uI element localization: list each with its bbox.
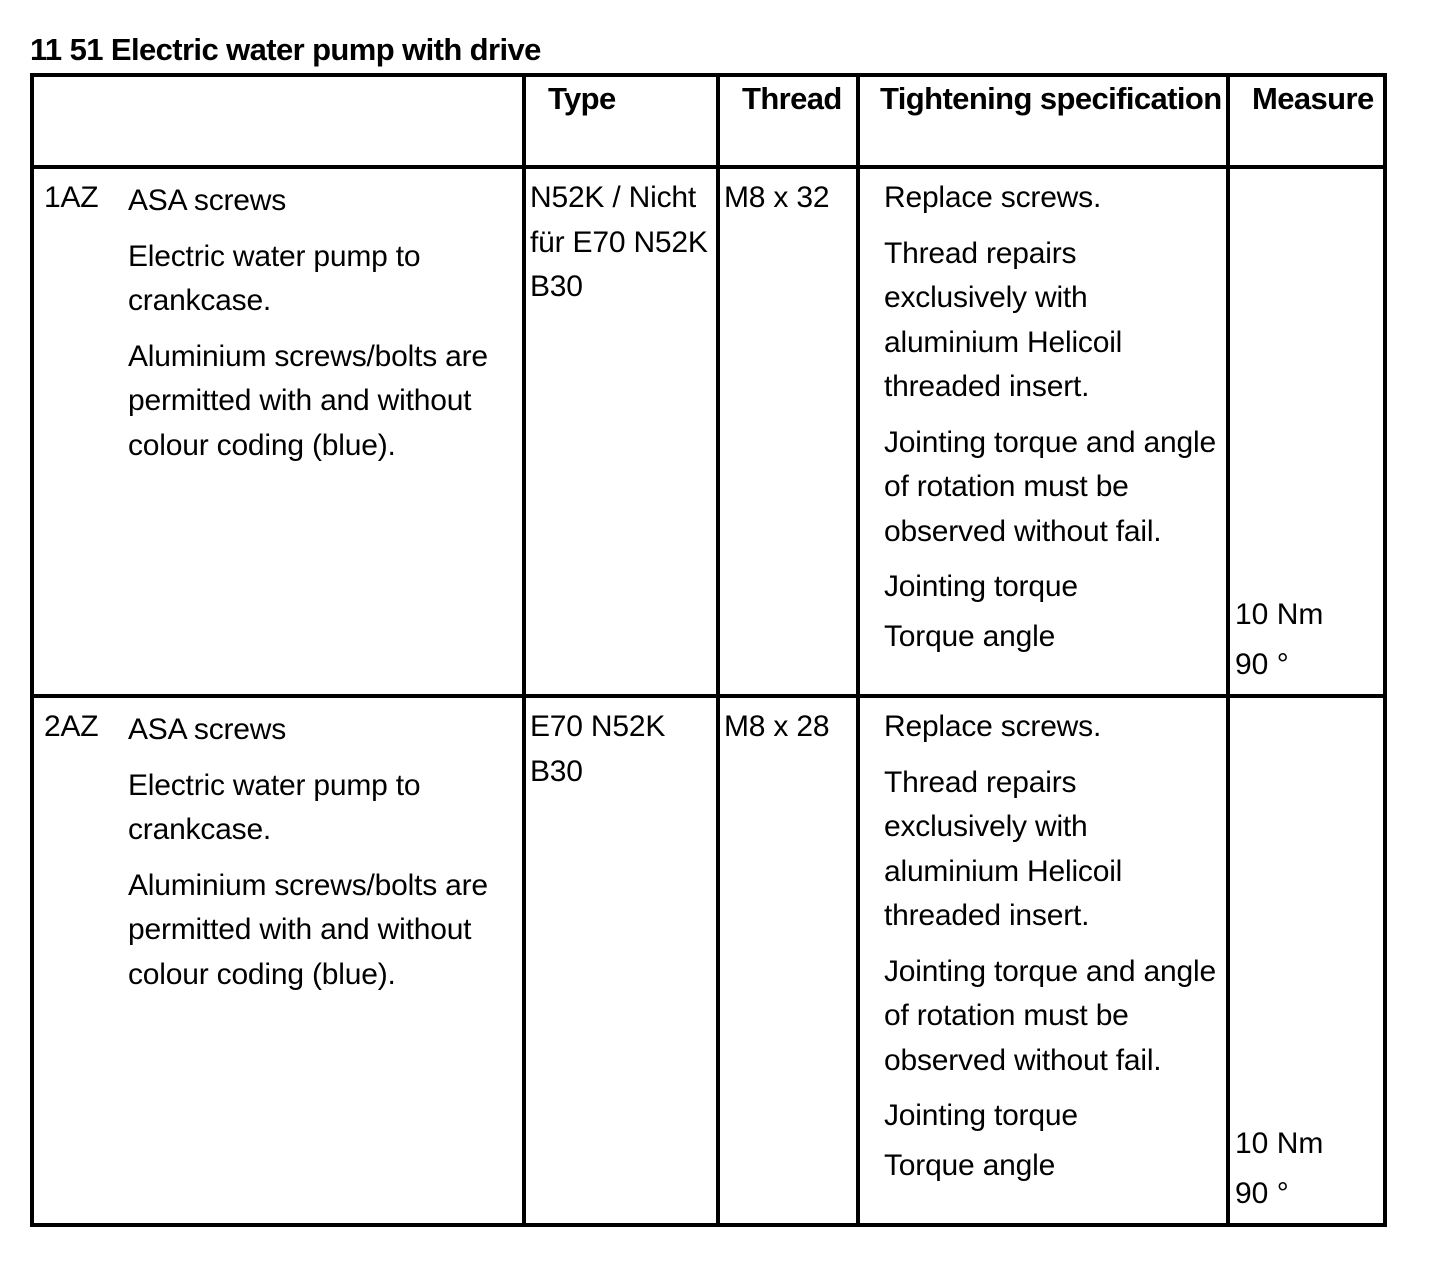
thread-cell: M8 x 28 — [718, 696, 858, 1225]
item-note: Aluminium screws/bolts are permitted with and without colour coding (blue). — [128, 339, 488, 462]
measure-cell — [1228, 696, 1385, 1225]
measure-torque-value: 10 Nm — [1235, 1127, 1324, 1160]
item-cell — [32, 167, 524, 696]
item-name: ASA screws — [128, 184, 287, 217]
spec-jointing-torque-label: Jointing torque — [884, 1099, 1078, 1132]
spec-replace: Replace screws. — [884, 710, 1102, 743]
item-name: ASA screws — [128, 713, 287, 746]
measure-torque-value: 10 Nm — [1235, 598, 1324, 631]
measure-angle-value: 90 ° — [1235, 1177, 1289, 1210]
item-note: Aluminium screws/bolts are permitted with and without colour coding (blue). — [128, 868, 488, 991]
spec-thread-repairs: Thread repairs exclusively with aluminium Helicoil threaded insert. — [884, 236, 1123, 403]
measure-cell — [1228, 167, 1385, 696]
item-cell — [32, 696, 524, 1225]
header-tightening-specification: Tightening specification — [858, 75, 1228, 167]
spec-observe: Jointing torque and angle of rotation must be observed without fail. — [884, 425, 1216, 548]
header-type: Type — [524, 75, 718, 167]
spec-thread-repairs: Thread repairs exclusively with aluminium Helicoil threaded insert. — [884, 765, 1123, 932]
thread-cell: M8 x 32 — [718, 167, 858, 696]
table-row — [32, 696, 1385, 1225]
item-description: Electric water pump to crankcase. — [128, 239, 421, 317]
spec-torque-angle-label: Torque angle — [884, 619, 1056, 653]
header-measure: Measure — [1228, 75, 1385, 167]
table-header-row — [32, 75, 1385, 167]
measure-angle-value: 90 ° — [1235, 648, 1289, 681]
page-title: 11 51 Electric water pump with drive — [30, 32, 541, 67]
spec-torque-angle-label: Torque angle — [884, 1148, 1056, 1182]
spec-replace: Replace screws. — [884, 181, 1102, 214]
header-thread: Thread — [718, 75, 858, 167]
spec-jointing-torque-label: Jointing torque — [884, 570, 1078, 603]
item-description: Electric water pump to crankcase. — [128, 768, 421, 846]
item-code: 1AZ — [44, 181, 99, 214]
tightening-torque-table — [30, 73, 1387, 1227]
item-code: 2AZ — [44, 710, 99, 743]
spec-observe: Jointing torque and angle of rotation must be observed without fail. — [884, 954, 1216, 1077]
tightening-cell — [858, 167, 1228, 696]
header-item — [32, 75, 524, 167]
tightening-cell — [858, 696, 1228, 1225]
type-cell: N52K / Nicht für E70 N52K B30 — [524, 167, 718, 696]
type-cell: E70 N52K B30 — [524, 696, 718, 1225]
table-row — [32, 167, 1385, 696]
